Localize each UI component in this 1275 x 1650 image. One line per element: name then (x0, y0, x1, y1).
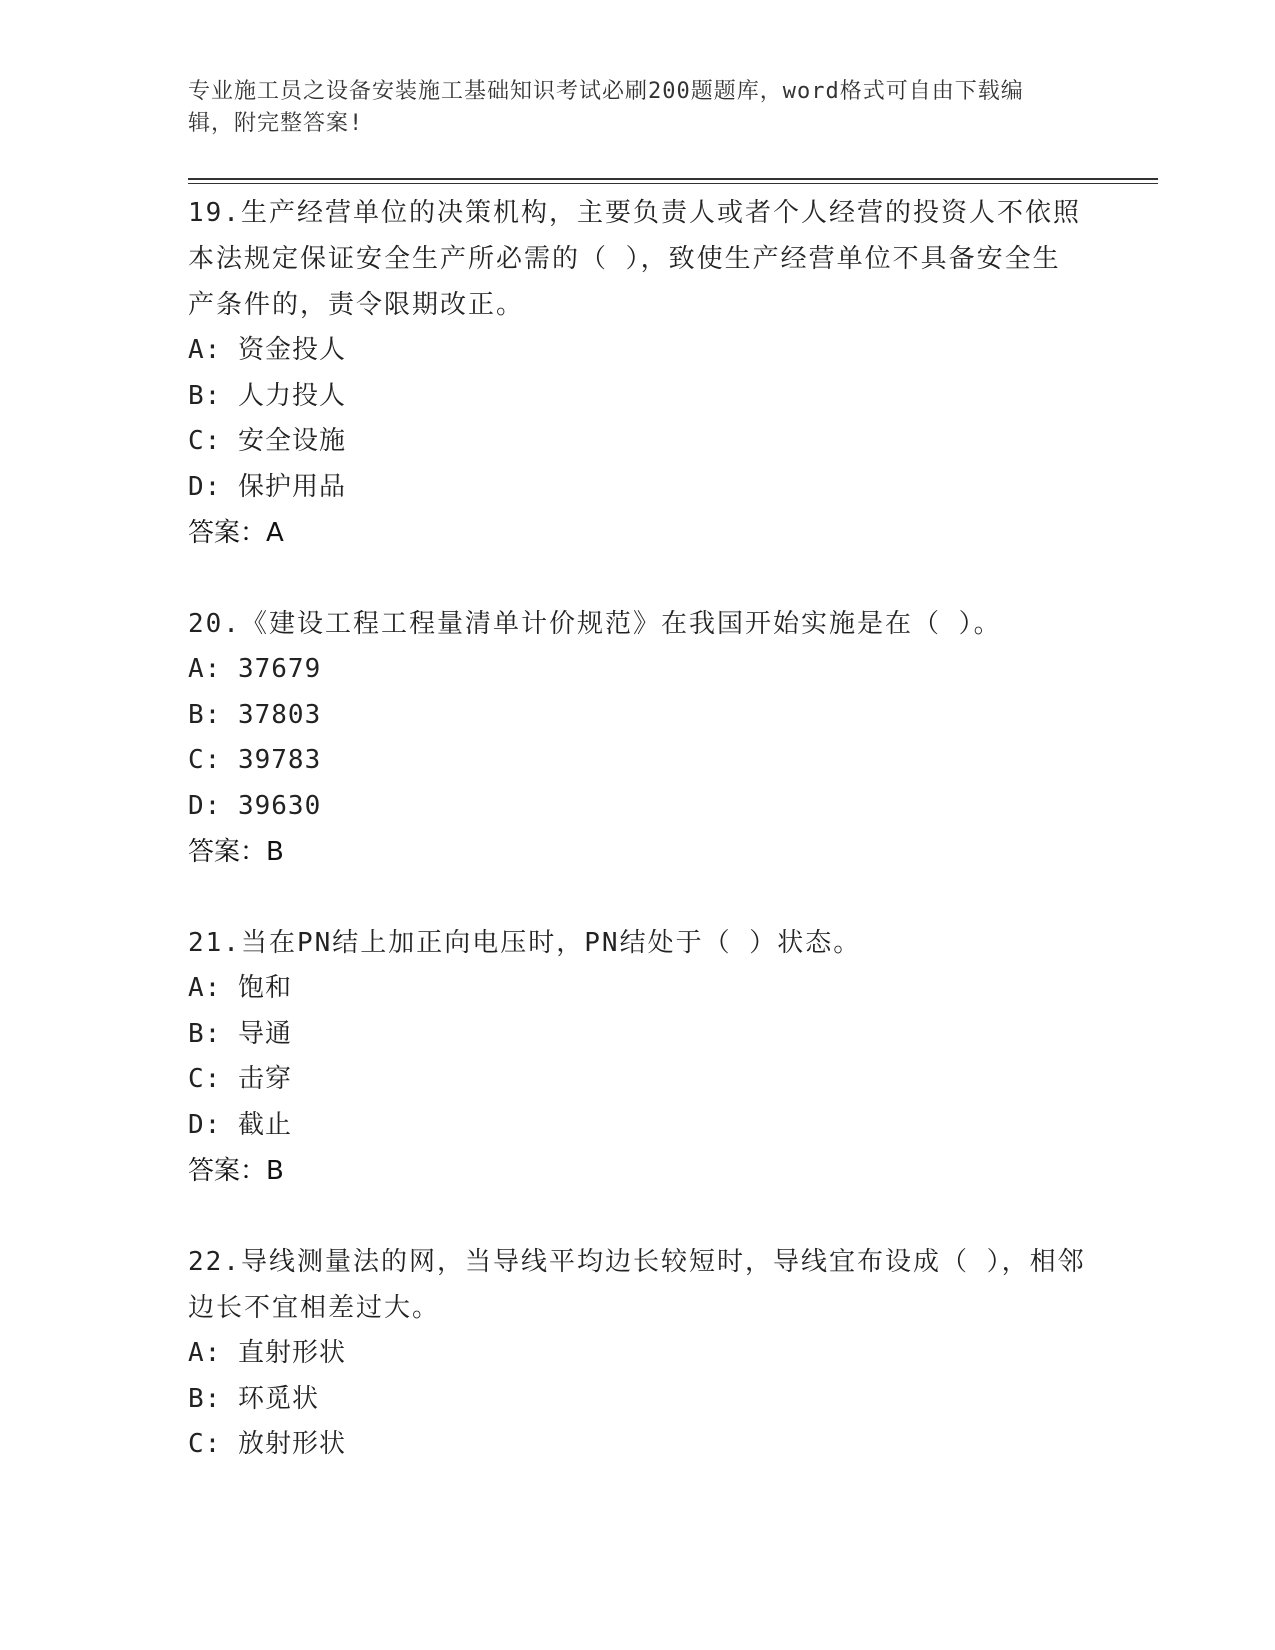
option-b: B: 环觅状 (188, 1383, 319, 1414)
option-d: D: 截止 (188, 1109, 292, 1140)
answer: 答案：B (188, 1156, 284, 1186)
option-a: A: 饱和 (188, 973, 292, 1003)
option-d: D: 保护用品 (188, 471, 346, 502)
document-header: 专业施工员之设备安装施工基础知识考试必刷200题题库，word格式可自由下载编辑，附完整答案! (188, 79, 1024, 136)
option-b: B: 37803 (188, 699, 322, 730)
header-divider (188, 178, 1158, 180)
question-list (188, 190, 1088, 1468)
option-c: C: 安全设施 (188, 426, 346, 456)
question-19 (188, 190, 1088, 556)
header-divider-thin (188, 183, 1158, 184)
question-spacer (188, 875, 1088, 920)
option-d: D: 39630 (188, 790, 322, 821)
option-c: C: 放射形状 (188, 1429, 346, 1459)
option-c: C: 击穿 (188, 1064, 292, 1094)
option-a: A: 直射形状 (188, 1338, 346, 1368)
answer: 答案：A (188, 518, 284, 548)
question-21 (188, 920, 1088, 1194)
option-b: B: 人力投人 (188, 380, 346, 411)
question-spacer (188, 1194, 1088, 1239)
question-stem: 22.导线测量法的网，当导线平均边长较短时，导线宜布设成（ ），相邻边长不宜相差过大。 (188, 1247, 1086, 1323)
option-a: A: 37679 (188, 654, 322, 684)
question-spacer (188, 556, 1088, 601)
question-22 (188, 1239, 1088, 1468)
question-stem: 20.《建设工程工程量清单计价规范》在我国开始实施是在（ ）。 (188, 609, 1002, 639)
answer: 答案：B (188, 837, 284, 867)
option-b: B: 导通 (188, 1018, 292, 1049)
option-c: C: 39783 (188, 745, 322, 775)
question-20 (188, 601, 1088, 875)
question-stem: 19.生产经营单位的决策机构，主要负责人或者个人经营的投资人不依照本法规定保证安全生产所必需的（ ），致使生产经营单位不具备安全生产条件的，责令限期改正。 (188, 198, 1081, 320)
option-a: A: 资金投人 (188, 335, 346, 365)
question-stem: 21.当在PN结上加正向电压时，PN结处于（ ）状态。 (188, 928, 862, 958)
